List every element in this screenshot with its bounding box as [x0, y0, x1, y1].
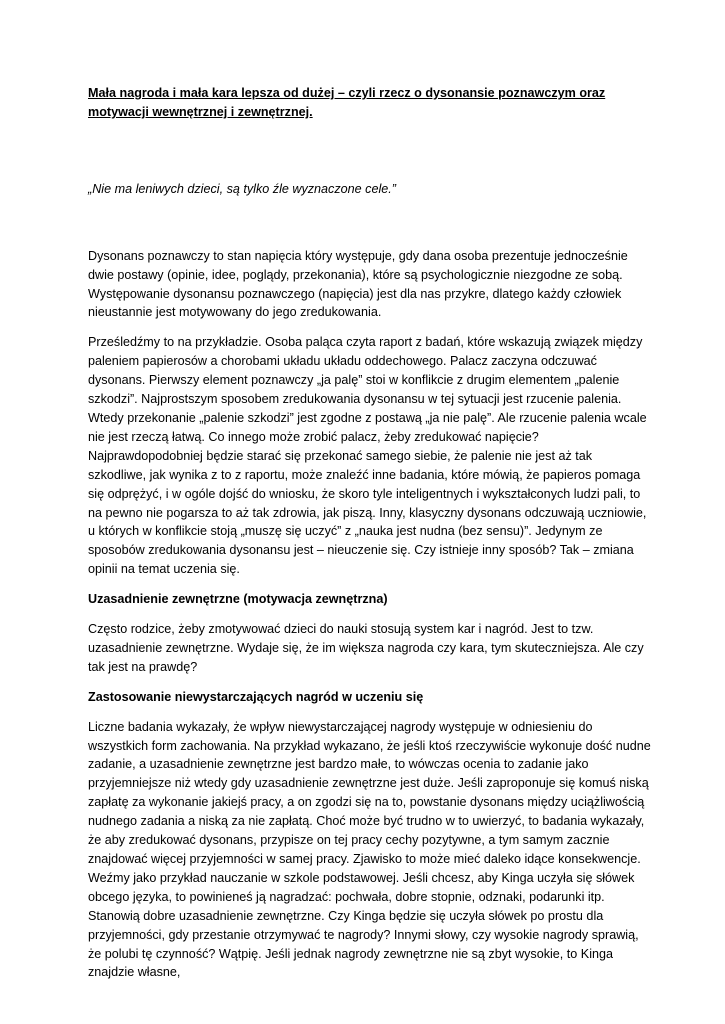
epigraph-quote: „Nie ma leniwych dzieci, są tylko źle wyznaczone cele.” [88, 181, 396, 196]
paragraph-rewards-punishments: Często rodzice, żeby zmotywować dzieci do nauki stosują system kar i nagród. Jest to tzw. uzasadnienie zewnętrzne. Wydaje się, że im większa nagroda czy kara, tym skuteczniejsza. Ale czy tak jest na prawdę? [88, 622, 644, 674]
paragraph-example: Prześledźmy to na przykładzie. Osoba paląca czyta raport z badań, które wskazują związek między paleniem papierosów a chorobami układu układu oddechowego. Palacz zaczyna odczuwać dysonans. Pierwszy element poznawczy „ja palę” stoi w konflikcie z drugim elementem „palenie szkodzi”. Najprostszym sposobem zredukowania dysonansu w tej sytuacji jest rzucenie palenia. Wtedy przekonanie „palenie szkodzi” jest zgodne z postawą „ja nie palę”. Ale rzucenie palenia wcale nie jest rzeczą łatwą. Co innego może zrobić palacz, żeby zredukować napięcie? Najprawdopodobniej będzie starać się przekonać samego siebie, że palenie nie jest aż tak szkodliwe, jak wynika z to z raportu, może znaleźć inne badania, które mówią, że papieros pomaga się odprężyć, i w ogóle dojść do wniosku, że skoro tyle inteligentnych i wykształconych ludzi pali, to na pewno nie pogarsza to aż tak zdrowia, jak piszą. Inny, klasyczny dysonans odczuwają uczniowie, u których w konflikcie stoją „muszę się uczyć” z „nauka jest nudna (bez sensu)”. Jedynym ze sposobów zredukowania dysonansu jest – nieuczenie się. Czy istnieje inny sposób? Tak – zmiana opinii na temat uczenia się. [88, 335, 647, 577]
section-heading-insufficient-rewards: Zastosowanie niewystarczających nagród w uczeniu się [88, 689, 424, 704]
section-heading-external-justification: Uzasadnienie zewnętrzne (motywacja zewnętrzna) [88, 592, 388, 607]
paragraph-research: Liczne badania wykazały, że wpływ niewystarczającej nagrody występuje w odniesieniu do wszystkich form zachowania. Na przykład wykazano, że jeśli ktoś rzeczywiście wykonuje dość nudne zadanie, a uzasadnienie zewnętrzne jest bardzo małe, to wówczas ocenia to zadanie jako przyjemniejsze niż wtedy gdy uzasadnienie zewnętrzne jest duże. Jeśli zaproponuje się komuś niską zapłatę za wykonanie jakiejś pracy, a on zgodzi się na to, powstanie dysonans między uciążliwością nudnego zadania a niską za nie zapłatą. Choć może być trudno w to uwierzyć, to badania wykazały, że aby zredukować dysonans, przypisze on tej pracy cechy pozytywne, a tym samym zacznie znajdować więcej przyjemności w samej pracy. Zjawisko to może mieć daleko idące konsekwencje. Weźmy jako przykład nauczanie w szkole podstawowej. Jeśli chcesz, aby Kinga uczyła się słówek obcego języka, to powinieneś ją nagradzać: pochwała, dobre stopnie, odznaki, podarunki itp. Stanowią dobre uzasadnienie zewnętrzne. Czy Kinga będzie się uczyła słówek po prostu dla przyjemności, gdy przestanie otrzymywać te nagrody? Innymi słowy, czy wysokie nagrody sprawią, że polubi tę czynność? Wątpię. Jeśli jednak nagrody zewnętrzne nie są zbyt wysokie, to Kinga znajdzie własne, [88, 719, 651, 980]
document-page [88, 84, 653, 982]
document-title: Mała nagroda i mała kara lepsza od dużej – czyli rzecz o dysonansie poznawczym oraz motywacji wewnętrznej i zewnętrznej. [88, 86, 606, 119]
paragraph-definition: Dysonans poznawczy to stan napięcia który występuje, gdy dana osoba prezentuje jednocześnie dwie postawy (opinie, idee, poglądy, przekonania), które są psychologicznie niezgodne ze sobą. Występowanie dysonansu poznawczego (napięcia) jest dla nas przykre, dlatego każdy człowiek nieustannie jest motywowany do jego zredukowania. [88, 248, 628, 320]
